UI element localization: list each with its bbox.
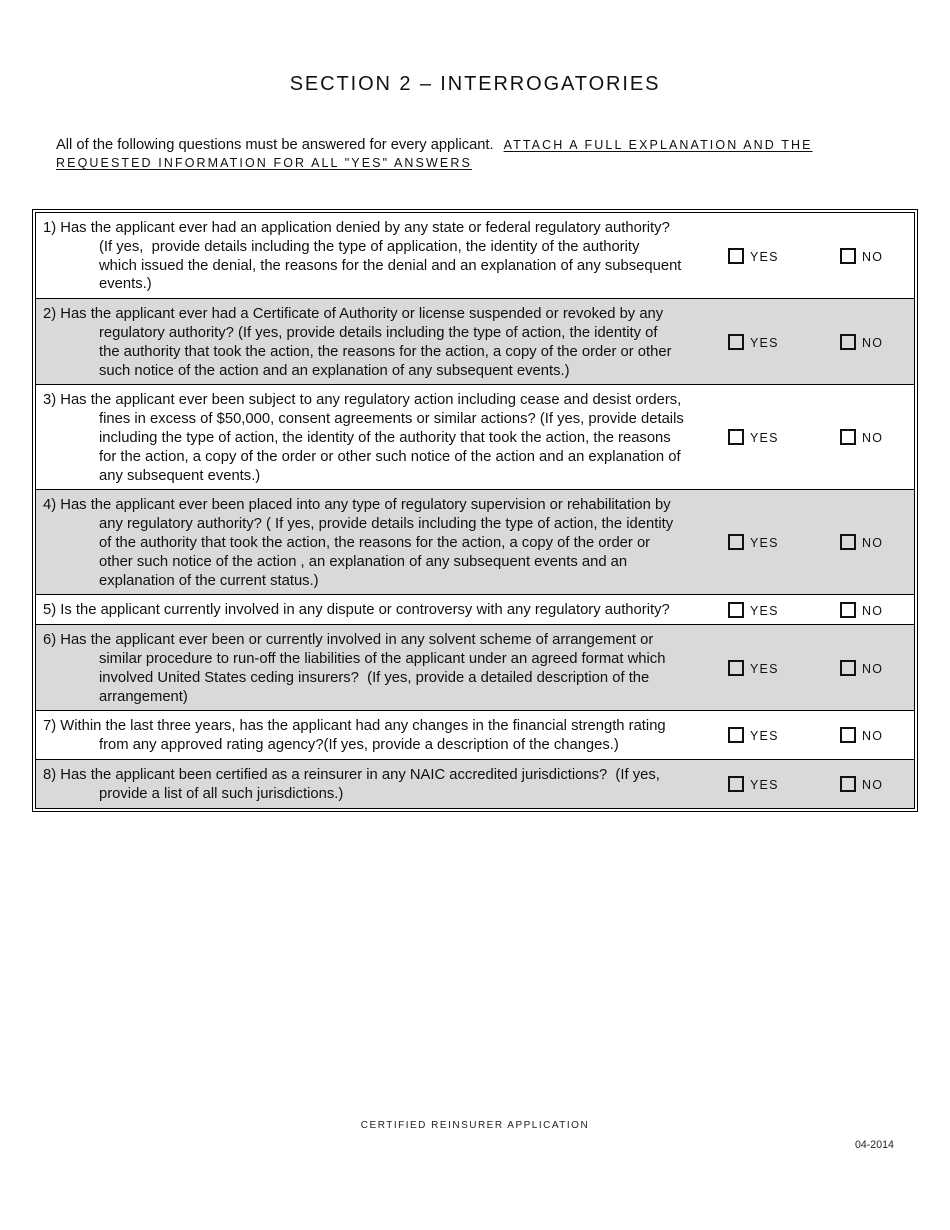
- question-7-yes-option[interactable]: [728, 726, 779, 744]
- yes-label: YES: [750, 777, 779, 792]
- question-text-line: provide a list of all such jurisdictions.): [99, 785, 344, 802]
- question-row-1: [36, 213, 914, 298]
- question-text-line: 7) Within the last three years, has the applicant had any changes in the financial strength rating: [43, 718, 666, 735]
- question-3-yes-checkbox[interactable]: [728, 429, 744, 445]
- question-6-text: [43, 631, 914, 706]
- question-text-line: regulatory authority? (If yes, provide details including the type of action, the identity of: [99, 324, 658, 341]
- question-4-no-checkbox[interactable]: [840, 534, 856, 550]
- question-5-text: [43, 601, 914, 620]
- question-1-text: [43, 219, 914, 294]
- question-2-text: [43, 305, 914, 380]
- question-text-line: from any approved rating agency?(If yes, provide a description of the changes.): [99, 737, 619, 754]
- question-1-yes-option[interactable]: [728, 247, 779, 265]
- question-8-no-option[interactable]: [840, 775, 883, 793]
- question-6-no-checkbox[interactable]: [840, 660, 856, 676]
- yes-label: YES: [750, 661, 779, 676]
- yes-label: YES: [750, 335, 779, 350]
- question-text-line: for the action, a copy of the order or other such notice of the action and an explanation of: [99, 448, 681, 465]
- question-5-yes-checkbox[interactable]: [728, 602, 744, 618]
- question-text-line: explanation of the current status.): [99, 572, 319, 589]
- question-3-yes-option[interactable]: [728, 428, 779, 446]
- question-text-line: the authority that took the action, the reasons for the action, a copy of the order or other: [99, 343, 672, 360]
- question-text-line: 2) Has the applicant ever had a Certificate of Authority or license suspended or revoked by any: [43, 306, 664, 323]
- question-1-no-checkbox[interactable]: [840, 248, 856, 264]
- question-text-line: other such notice of the action , an explanation of any subsequent events and an: [99, 553, 628, 570]
- question-text-line: 5) Is the applicant currently involved in any dispute or controversy with any regulatory authority?: [43, 602, 670, 619]
- yes-label: YES: [750, 431, 779, 446]
- question-row-3: [36, 384, 914, 489]
- question-7-text: [43, 717, 914, 755]
- yes-label: YES: [750, 536, 779, 551]
- question-text-line: 1) Has the applicant ever had an application denied by any state or federal regulatory authority?: [43, 220, 670, 236]
- no-label: NO: [862, 729, 884, 744]
- form-date: 04-2014: [855, 1139, 894, 1151]
- question-1-yes-checkbox[interactable]: [728, 248, 744, 264]
- question-3-text: [43, 391, 914, 485]
- question-8-yes-option[interactable]: [728, 775, 779, 793]
- question-1-no-option[interactable]: [840, 247, 883, 265]
- yes-answer-notice: ATTACH A FULL EXPLANATION AND THE: [503, 138, 813, 152]
- instructions-text: All of the following questions must be answered for every applicant.: [56, 137, 494, 153]
- no-label: NO: [862, 536, 884, 551]
- question-text-line: (If yes, provide details including the type of application, the identity of the authority: [99, 238, 640, 255]
- question-text-line: 6) Has the applicant ever been or currently involved in any solvent scheme of arrangement or: [43, 632, 654, 649]
- question-4-yes-checkbox[interactable]: [728, 534, 744, 550]
- question-8-yes-checkbox[interactable]: [728, 776, 744, 792]
- question-text-line: which issued the denial, the reasons for the denial and an explanation of any subsequent: [99, 257, 682, 274]
- question-text-line: 8) Has the applicant been certified as a reinsurer in any NAIC accredited jurisdictions? (If yes,: [43, 766, 660, 783]
- form-name-footer: CERTIFIED REINSURER APPLICATION: [360, 1120, 590, 1131]
- question-3-no-checkbox[interactable]: [840, 429, 856, 445]
- question-text-line: of the authority that took the action, the reasons for the action, a copy of the order or: [99, 534, 651, 551]
- question-5-no-checkbox[interactable]: [840, 602, 856, 618]
- section-title: SECTION 2 – INTERROGATORIES: [289, 73, 661, 95]
- question-row-7: [36, 710, 914, 759]
- yes-answer-notice-continued: REQUESTED INFORMATION FOR ALL "YES" ANSWERS: [56, 156, 472, 170]
- question-8-text: [43, 766, 914, 804]
- question-text-line: including the type of action, the identity of the authority that took the action, the reasons: [99, 429, 671, 446]
- instructions: [56, 136, 813, 172]
- question-6-no-option[interactable]: [840, 659, 883, 677]
- question-6-yes-option[interactable]: [728, 659, 779, 677]
- question-row-2: [36, 298, 914, 384]
- interrogatories-table-inner: [35, 212, 915, 809]
- no-label: NO: [862, 335, 884, 350]
- no-label: NO: [862, 431, 884, 446]
- yes-label: YES: [750, 249, 779, 264]
- question-text-line: 3) Has the applicant ever been subject to any regulatory action including cease and desist orders,: [43, 392, 682, 409]
- question-text-line: 4) Has the applicant ever been placed into any type of regulatory supervision or rehabilitation by: [43, 497, 671, 514]
- question-6-yes-checkbox[interactable]: [728, 660, 744, 676]
- question-5-yes-option[interactable]: [728, 601, 779, 619]
- question-8-no-checkbox[interactable]: [840, 776, 856, 792]
- question-row-4: [36, 489, 914, 594]
- question-7-no-option[interactable]: [840, 726, 883, 744]
- question-text-line: arrangement): [99, 688, 188, 705]
- question-row-8: [36, 759, 914, 808]
- question-7-yes-checkbox[interactable]: [728, 727, 744, 743]
- question-2-yes-option[interactable]: [728, 333, 779, 351]
- question-row-6: [36, 624, 914, 710]
- no-label: NO: [862, 661, 884, 676]
- question-3-no-option[interactable]: [840, 428, 883, 446]
- yes-label: YES: [750, 603, 779, 618]
- no-label: NO: [862, 603, 884, 618]
- question-text-line: similar procedure to run-off the liabilities of the applicant under an agreed format which: [99, 650, 666, 667]
- question-2-yes-checkbox[interactable]: [728, 334, 744, 350]
- question-text-line: fines in excess of $50,000, consent agreements or similar actions? (If yes, provide details: [99, 411, 684, 428]
- interrogatories-table: [32, 209, 918, 812]
- question-5-no-option[interactable]: [840, 601, 883, 619]
- question-text-line: involved United States ceding insurers? (If yes, provide a detailed description of the: [99, 669, 650, 686]
- question-7-no-checkbox[interactable]: [840, 727, 856, 743]
- question-text-line: any regulatory authority? ( If yes, provide details including the type of action, the identity: [99, 516, 674, 533]
- question-text-line: such notice of the action and an explanation of any subsequent events.): [99, 362, 570, 379]
- question-text-line: any subsequent events.): [99, 467, 261, 484]
- no-label: NO: [862, 777, 884, 792]
- instructions-line-1: [56, 136, 813, 154]
- question-2-no-checkbox[interactable]: [840, 334, 856, 350]
- instructions-line-2: [56, 154, 813, 172]
- question-text-line: events.): [99, 276, 152, 293]
- yes-label: YES: [750, 729, 779, 744]
- no-label: NO: [862, 249, 884, 264]
- question-4-yes-option[interactable]: [728, 533, 779, 551]
- question-4-no-option[interactable]: [840, 533, 883, 551]
- question-2-no-option[interactable]: [840, 333, 883, 351]
- question-4-text: [43, 496, 914, 590]
- question-row-5: [36, 594, 914, 624]
